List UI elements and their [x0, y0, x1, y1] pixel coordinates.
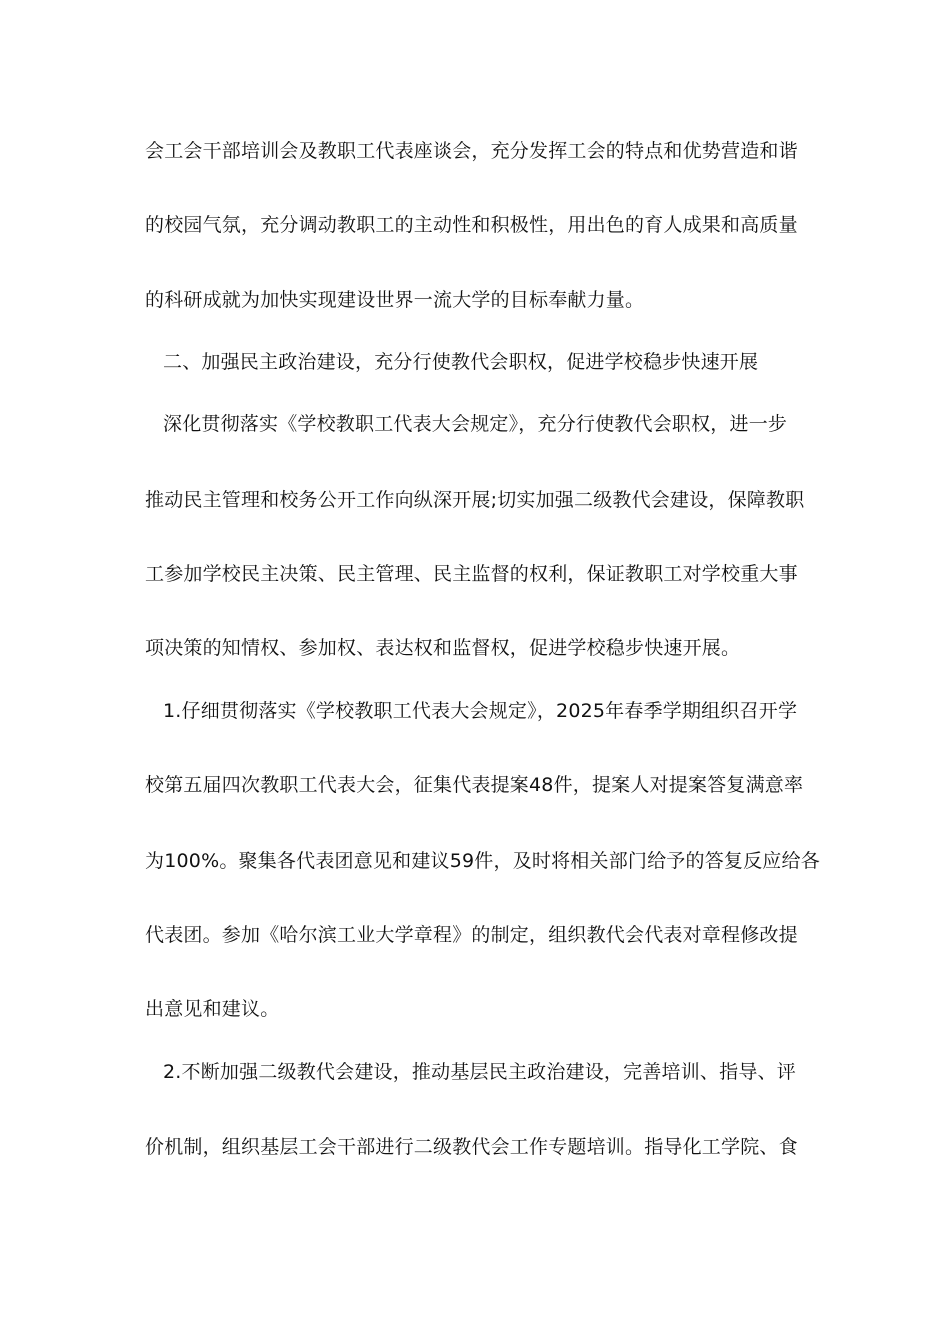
paragraph-line: 出意见和建议。 [145, 998, 280, 1020]
paragraph-line: 的科研成就为加快实现建设世界一流大学的目标奉献力量。 [145, 289, 645, 311]
paragraph-line: 工参加学校民主决策、民主管理、民主监督的权利，保证教职工对学校重大事 [145, 563, 798, 585]
paragraph-line: 为100%。聚集各代表团意见和建议59件，及时将相关部门给予的答复反应给各 [145, 850, 820, 872]
paragraph-line: 会工会干部培训会及教职工代表座谈会，充分发挥工会的特点和优势营造和谐 [145, 140, 798, 162]
paragraph-line: 的校园气氛，充分调动教职工的主动性和积极性，用出色的育人成果和高质量 [145, 214, 798, 236]
paragraph-line: 代表团。参加《哈尔滨工业大学章程》的制定，组织教代会代表对章程修改提 [145, 924, 798, 946]
list-item-2-line: 2.不断加强二级教代会建设，推动基层民主政治建设，完善培训、指导、评 [163, 1061, 796, 1083]
paragraph-line: 项决策的知情权、参加权、表达权和监督权，促进学校稳步快速开展。 [145, 637, 741, 659]
paragraph-line: 推动民主管理和校务公开工作向纵深开展;切实加强二级教代会建设，保障教职 [145, 489, 805, 511]
paragraph-line: 深化贯彻落实《学校教职工代表大会规定》，充分行使教代会职权，进一步 [163, 413, 788, 435]
list-item-1-line: 1.仔细贯彻落实《学校教职工代表大会规定》，2025年春季学期组织召开学 [163, 700, 798, 722]
section-heading: 二、加强民主政治建设，充分行使教代会职权，促进学校稳步快速开展 [163, 351, 759, 373]
paragraph-line: 校第五届四次教职工代表大会，征集代表提案48件，提案人对提案答复满意率 [145, 774, 804, 796]
paragraph-line: 价机制，组织基层工会干部进行二级教代会工作专题培训。指导化工学院、食 [145, 1136, 798, 1158]
